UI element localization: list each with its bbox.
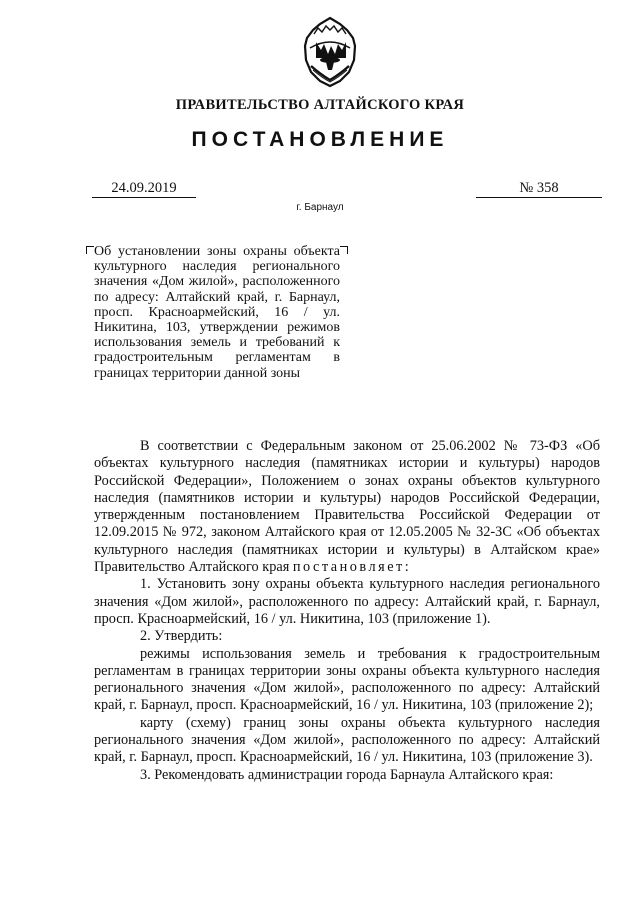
item-paragraph-1: 1. Установить зону охраны объекта культурного наследия регионального значения «Дом жилой», расположенного по адресу: Алтайский край, г. Барнаул, просп. Красноармейский, 16 / ул. Никитина, 103 (приложение 1). [94, 576, 600, 627]
item-paragraph-3: 3. Рекомендовать администрации города Барнаула Алтайского края: [140, 766, 554, 783]
government-name: ПРАВИТЕЛЬСТВО АЛТАЙСКОГО КРАЯ [175, 97, 465, 113]
resolves-word: постановляет: [292, 559, 412, 576]
preamble-text: В соответствии с Федеральным законом от 25.06.2002 № 73-ФЗ «Об объектах культурного наследия (памятниках истории и культуры) народов Российской Федерации», Положением о зонах охраны объектов культурного наследия (памятников истории и культуры) народов Российской Федерации, утвержденным постановлением Правительства Российской Федерации от 12.09.2015 № 972, законом Алтайского края от 12.05.2005 № 32-ЗС «Об объектах культурного наследия (памятниках истории и культуры) в Алтайском крае» Правительство Алтайского края [94, 438, 600, 576]
subject-corner-left [86, 246, 94, 254]
item-paragraph-2b: карту (схему) границ зоны охраны объекта культурного наследия регионального значения «Дом жилой», расположенного по адресу: Алтайский край, г. Барнаул, просп. Красноармейский, 16 / ул. Никитина, 103 (приложение 3). [94, 714, 600, 766]
subject-corner-right [340, 246, 348, 254]
item-paragraph-2a: режимы использования земель и требования к градостроительным регламентам в границах территории зоны охраны объекта культурного наследия регионального значения «Дом жилой», расположенного по адресу: Алтайский край, г. Барнаул, просп. Красноармейский, 16 / ул. Никитина, 103 (приложение 2); [94, 645, 600, 714]
item-paragraph-2: 2. Утвердить: [140, 628, 223, 645]
document-city: г. Барнаул [296, 202, 344, 213]
document-body [94, 438, 600, 784]
document-number: № 358 [476, 180, 602, 198]
document-date: 24.09.2019 [92, 180, 196, 198]
document-type-title: ПОСТАНОВЛЕНИЕ [191, 128, 449, 151]
document-subject: Об установлении зоны охраны объекта культурного наследия регионального значения «Дом жилой», расположенного по адресу: Алтайский край, г. Барнаул, просп. Красноармейский, 16 / ул. Никитина, 103, утверждении режимов использования земель и требований к градостроительным регламентам в границах территории данной зоны [94, 244, 340, 381]
altai-krai-coat-of-arms-icon [300, 14, 360, 88]
preamble-paragraph [94, 438, 600, 576]
